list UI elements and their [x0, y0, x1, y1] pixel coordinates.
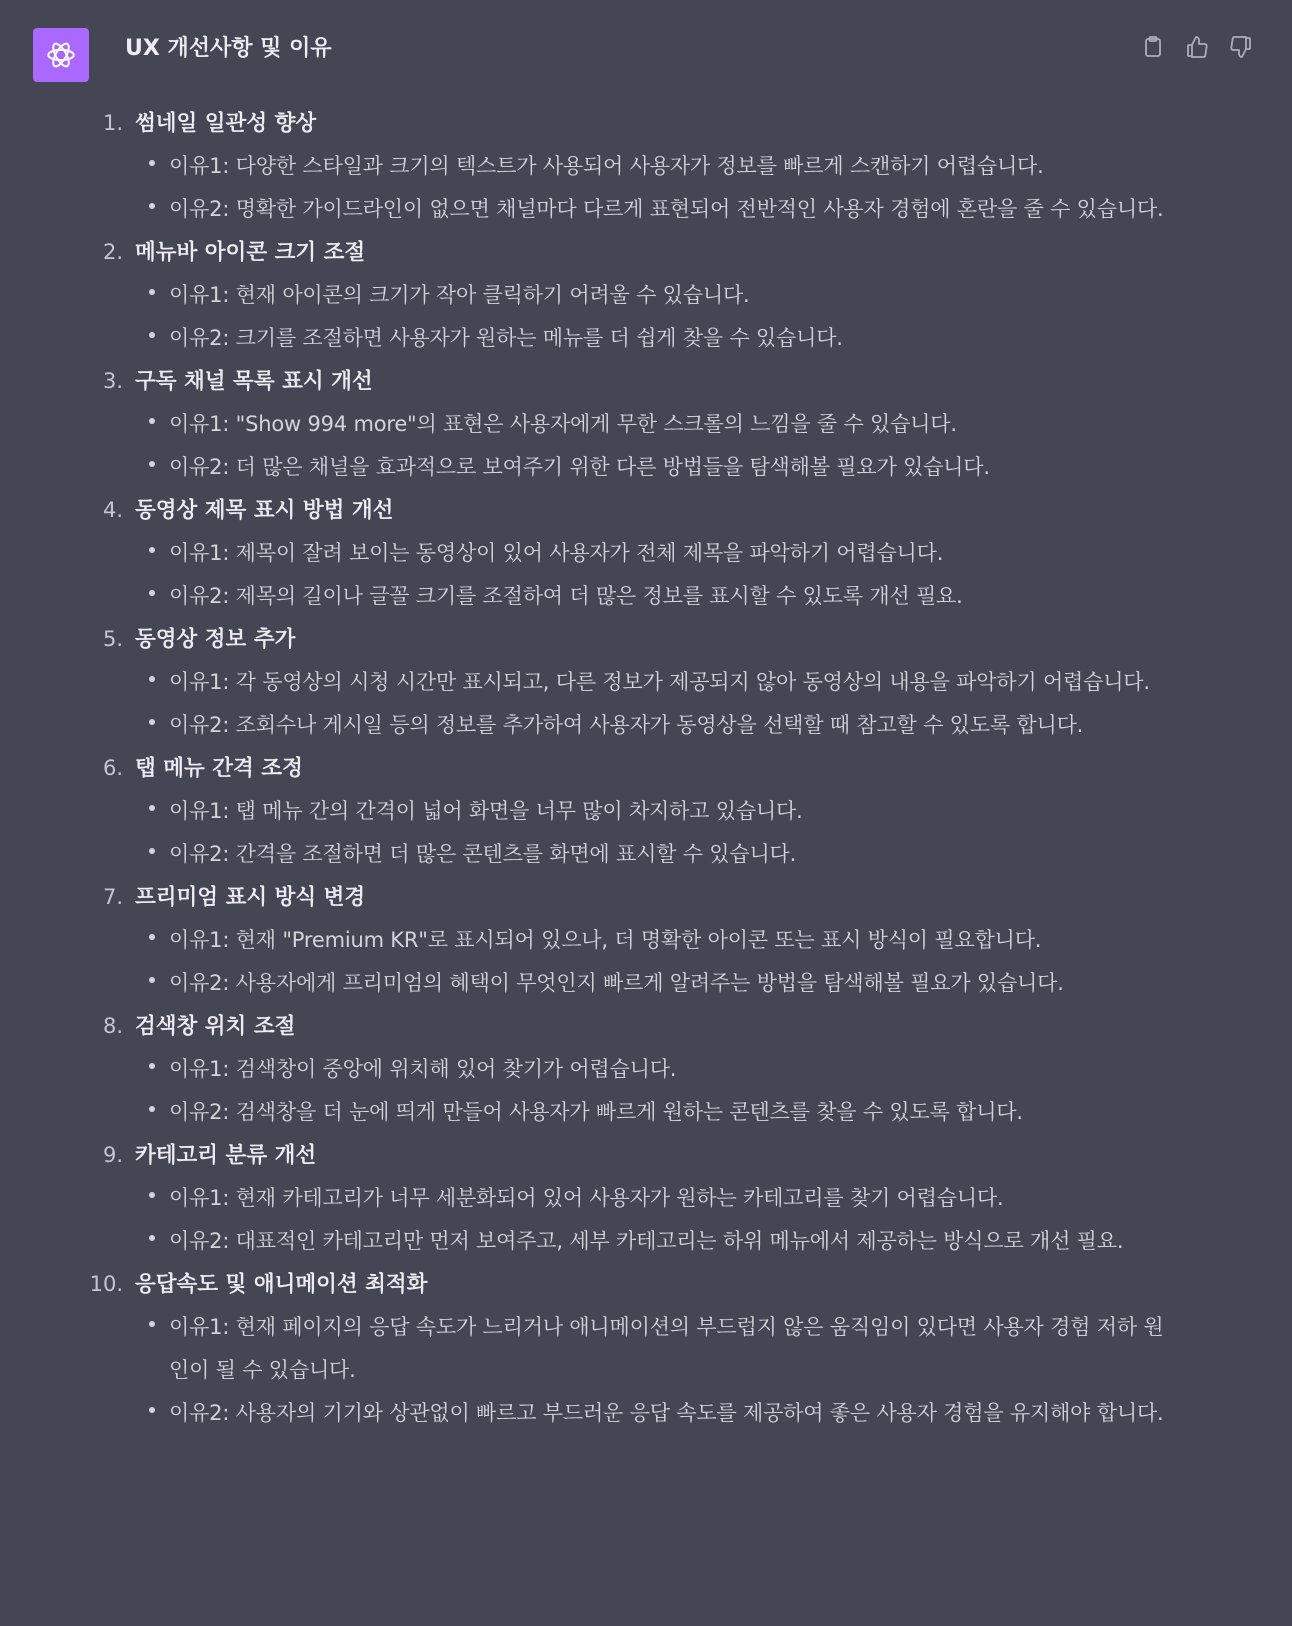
reason-text: 이유2: 사용자에게 프리미엄의 혜택이 무엇인지 빠르게 알려주는 방법을 탐색해볼 필요가 있습니다.: [169, 971, 1064, 995]
reason-text: 이유1: 현재 "Premium KR"로 표시되어 있으나, 더 명확한 아이콘 또는 표시 방식이 필요합니다.: [169, 928, 1042, 952]
list-item: [0, 1134, 1292, 1263]
openai-logo-icon: [44, 38, 78, 72]
reason-list: [135, 790, 1292, 876]
item-title: 동영상 정보 추가: [135, 627, 296, 652]
reason-item: [135, 1306, 1169, 1392]
item-number: 1.: [102, 111, 123, 135]
bullet-icon: [149, 160, 155, 166]
list-item: [0, 1005, 1292, 1134]
reason-item: [135, 1048, 1169, 1091]
bullet-icon: [149, 1063, 155, 1069]
item-number: 3.: [102, 369, 123, 393]
thumbs-up-button[interactable]: [1182, 32, 1212, 62]
reason-list: [135, 919, 1292, 1005]
bullet-icon: [149, 1407, 155, 1413]
item-title: 카테고리 분류 개선: [135, 1143, 317, 1168]
bullet-icon: [149, 676, 155, 682]
reason-item: [135, 317, 1169, 360]
reason-list: [135, 1177, 1292, 1263]
list-item: [0, 360, 1292, 489]
item-title: 검색창 위치 조절: [135, 1014, 296, 1039]
list-item: [0, 1263, 1292, 1435]
item-number: 10.: [89, 1272, 123, 1296]
reason-item: [135, 962, 1169, 1005]
reason-item: [135, 532, 1169, 575]
reason-item: [135, 704, 1169, 747]
item-title: 프리미엄 표시 방식 변경: [135, 885, 366, 910]
reason-item: [135, 1091, 1169, 1134]
list-item: [0, 747, 1292, 876]
reason-list: [135, 1306, 1292, 1435]
reason-item: [135, 1177, 1169, 1220]
list-item: [0, 618, 1292, 747]
bullet-icon: [149, 848, 155, 854]
item-number: 5.: [102, 627, 123, 651]
list-item: [0, 489, 1292, 618]
bullet-icon: [149, 332, 155, 338]
bullet-icon: [149, 289, 155, 295]
reason-list: [135, 145, 1292, 231]
reason-text: 이유1: 현재 카테고리가 너무 세분화되어 있어 사용자가 원하는 카테고리를 찾기 어렵습니다.: [169, 1186, 1004, 1210]
reason-text: 이유2: 명확한 가이드라인이 없으면 채널마다 다르게 표현되어 전반적인 사용자 경험에 혼란을 줄 수 있습니다.: [169, 197, 1164, 221]
item-title: 탭 메뉴 간격 조정: [135, 756, 303, 781]
reason-text: 이유2: 크기를 조절하면 사용자가 원하는 메뉴를 더 쉽게 찾을 수 있습니다.: [169, 326, 843, 350]
reason-text: 이유2: 간격을 조절하면 더 많은 콘텐츠를 화면에 표시할 수 있습니다.: [169, 842, 797, 866]
message-actions: [1138, 32, 1256, 62]
item-number: 7.: [102, 885, 123, 909]
bullet-icon: [149, 203, 155, 209]
reason-text: 이유2: 대표적인 카테고리만 먼저 보여주고, 세부 카테고리는 하위 메뉴에서 제공하는 방식으로 개선 필요.: [169, 1229, 1124, 1253]
reason-text: 이유2: 검색창을 더 눈에 띄게 만들어 사용자가 빠르게 원하는 콘텐츠를 찾을 수 있도록 합니다.: [169, 1100, 1023, 1124]
list-item: [0, 231, 1292, 360]
bullet-icon: [149, 547, 155, 553]
bullet-icon: [149, 590, 155, 596]
reason-list: [135, 532, 1292, 618]
item-title: 썸네일 일관성 향상: [135, 111, 317, 136]
reason-item: [135, 661, 1169, 704]
item-number: 4.: [102, 498, 123, 522]
item-number: 9.: [102, 1143, 123, 1167]
reason-text: 이유1: "Show 994 more"의 표현은 사용자에게 무한 스크롤의 느낌을 줄 수 있습니다.: [169, 412, 957, 436]
avatar: [33, 28, 89, 82]
bullet-icon: [149, 719, 155, 725]
copy-button[interactable]: [1138, 32, 1168, 62]
item-number: 2.: [102, 240, 123, 264]
reason-text: 이유2: 조회수나 게시일 등의 정보를 추가하여 사용자가 동영상을 선택할 때 참고할 수 있도록 합니다.: [169, 713, 1084, 737]
thumbs-up-icon: [1185, 35, 1209, 59]
reason-item: [135, 274, 1169, 317]
reason-item: [135, 790, 1169, 833]
bullet-icon: [149, 461, 155, 467]
reason-item: [135, 919, 1169, 962]
bullet-icon: [149, 1321, 155, 1327]
reason-text: 이유2: 더 많은 채널을 효과적으로 보여주기 위한 다른 방법들을 탐색해볼 필요가 있습니다.: [169, 455, 990, 479]
list-item: [0, 102, 1292, 231]
reason-text: 이유1: 다양한 스타일과 크기의 텍스트가 사용되어 사용자가 정보를 빠르게 스캔하기 어렵습니다.: [169, 154, 1044, 178]
reason-list: [135, 661, 1292, 747]
reason-item: [135, 1392, 1169, 1435]
reason-item: [135, 575, 1169, 618]
reason-text: 이유1: 현재 페이지의 응답 속도가 느리거나 애니메이션의 부드럽지 않은 움직임이 있다면 사용자 경험 저하 원인이 될 수 있습니다.: [169, 1315, 1164, 1382]
item-number: 8.: [102, 1014, 123, 1038]
item-title: 구독 채널 목록 표시 개선: [135, 369, 373, 394]
bullet-icon: [149, 1106, 155, 1112]
reason-text: 이유1: 제목이 잘려 보이는 동영상이 있어 사용자가 전체 제목을 파악하기 어렵습니다.: [169, 541, 944, 565]
item-title: 응답속도 및 애니메이션 최적화: [135, 1272, 428, 1297]
reason-text: 이유1: 현재 아이콘의 크기가 작아 클릭하기 어려울 수 있습니다.: [169, 283, 750, 307]
reason-list: [135, 274, 1292, 360]
clipboard-icon: [1141, 35, 1165, 59]
bullet-icon: [149, 418, 155, 424]
thumbs-down-icon: [1229, 35, 1253, 59]
reason-text: 이유1: 검색창이 중앙에 위치해 있어 찾기가 어렵습니다.: [169, 1057, 677, 1081]
reason-item: [135, 1220, 1169, 1263]
improvement-list: [0, 102, 1292, 1435]
bullet-icon: [149, 1235, 155, 1241]
reason-text: 이유2: 사용자의 기기와 상관없이 빠르고 부드러운 응답 속도를 제공하여 좋은 사용자 경험을 유지해야 합니다.: [169, 1401, 1164, 1425]
item-title: 동영상 제목 표시 방법 개선: [135, 498, 394, 523]
reason-item: [135, 188, 1169, 231]
bullet-icon: [149, 977, 155, 983]
reason-text: 이유1: 탭 메뉴 간의 간격이 넓어 화면을 너무 많이 차지하고 있습니다.: [169, 799, 803, 823]
reason-list: [135, 1048, 1292, 1134]
item-number: 6.: [102, 756, 123, 780]
bullet-icon: [149, 1192, 155, 1198]
reason-item: [135, 833, 1169, 876]
message-content: [0, 102, 1292, 1435]
item-title: 메뉴바 아이콘 크기 조절: [135, 240, 366, 265]
reason-item: [135, 446, 1169, 489]
reason-text: 이유1: 각 동영상의 시청 시간만 표시되고, 다른 정보가 제공되지 않아 동영상의 내용을 파악하기 어렵습니다.: [169, 670, 1150, 694]
reason-item: [135, 145, 1169, 188]
message-title: UX 개선사항 및 이유: [125, 36, 332, 61]
bullet-icon: [149, 934, 155, 940]
bullet-icon: [149, 805, 155, 811]
list-item: [0, 876, 1292, 1005]
thumbs-down-button[interactable]: [1226, 32, 1256, 62]
reason-text: 이유2: 제목의 길이나 글꼴 크기를 조절하여 더 많은 정보를 표시할 수 있도록 개선 필요.: [169, 584, 963, 608]
reason-list: [135, 403, 1292, 489]
reason-item: [135, 403, 1169, 446]
